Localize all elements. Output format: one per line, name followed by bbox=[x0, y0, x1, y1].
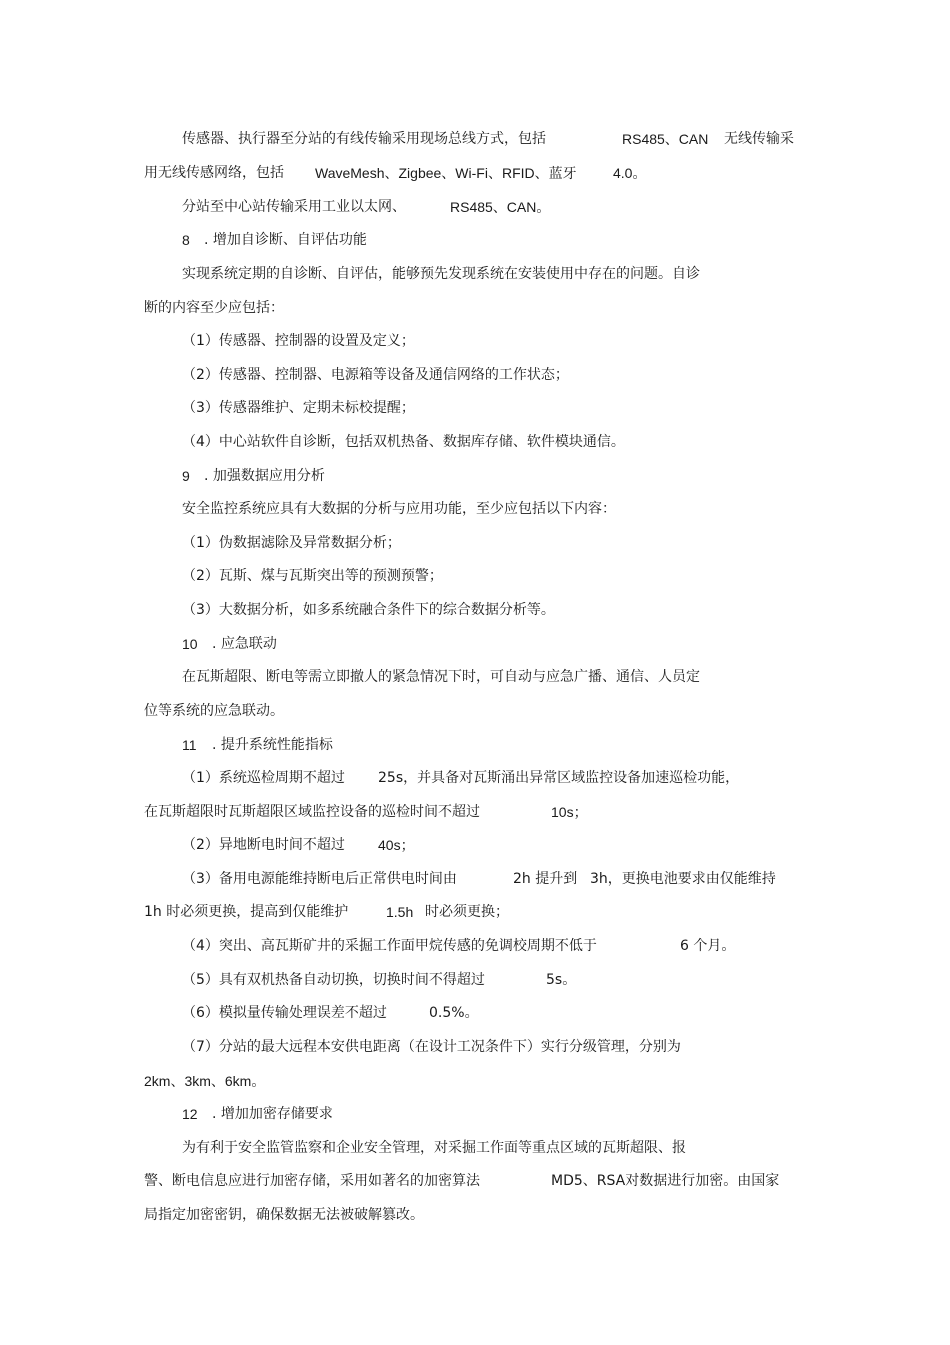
heading-text: . 增加自诊断、自评估功能 bbox=[204, 232, 367, 248]
text-segment: （5）具有双机热备自动切换，切换时间不得超过 bbox=[182, 972, 485, 988]
section-heading bbox=[182, 230, 367, 251]
text-segment: 为有利于安全监管监察和企业安全管理，对采掘工作面等重点区域的瓦斯超限、报 bbox=[182, 1140, 686, 1156]
text-line bbox=[182, 1138, 686, 1158]
text-segment: MD5、RSA对数据进行加密。由国家 bbox=[551, 1173, 780, 1189]
text-line bbox=[144, 802, 588, 822]
text-segment: 25s，并具备对瓦斯涌出异常区域监控设备加速巡检功能， bbox=[378, 770, 740, 786]
list-item bbox=[182, 566, 443, 586]
list-item bbox=[182, 600, 555, 620]
text-segment: （4）中心站软件自诊断，包括双机热备、数据库存储、软件模块通信。 bbox=[182, 434, 625, 450]
text-segment: 1h 时必须更换，提高到仅能维护 bbox=[144, 904, 349, 920]
text-segment: 时必须更换； bbox=[425, 904, 509, 920]
text-line bbox=[144, 298, 284, 318]
section-heading bbox=[182, 735, 333, 756]
text-line bbox=[182, 129, 794, 149]
text-line bbox=[144, 701, 284, 721]
text-segment: 2km、3km、6km。 bbox=[144, 1073, 266, 1089]
text-segment: （2）瓦斯、煤与瓦斯突出等的预测预警； bbox=[182, 568, 443, 584]
text-segment: RS485、CAN bbox=[622, 131, 709, 147]
text-segment: 实现系统定期的自诊断、自评估，能够预先发现系统在安装使用中存在的问题。自诊 bbox=[182, 266, 700, 282]
text-segment: 局指定加密密钥，确保数据无法被破解篡改。 bbox=[144, 1207, 424, 1223]
text-line bbox=[144, 1205, 424, 1225]
heading-text: . 加强数据应用分析 bbox=[204, 468, 325, 484]
list-item bbox=[182, 432, 625, 452]
text-segment: （6）模拟量传输处理误差不超过 bbox=[182, 1005, 387, 1021]
heading-text: . 应急联动 bbox=[212, 636, 277, 652]
text-segment: 位等系统的应急联动。 bbox=[144, 703, 284, 719]
heading-number: 12 bbox=[182, 1106, 198, 1122]
heading-number: 10 bbox=[182, 636, 198, 652]
text-segment: （1）系统巡检周期不超过 bbox=[182, 770, 345, 786]
text-segment: 6 个月。 bbox=[680, 938, 736, 954]
text-line bbox=[144, 1071, 265, 1092]
heading-number: 9 bbox=[182, 468, 190, 484]
list-item bbox=[182, 1003, 479, 1023]
text-line bbox=[144, 163, 647, 183]
text-line bbox=[182, 197, 551, 217]
text-segment: 用无线传感网络，包括 bbox=[144, 165, 284, 181]
text-segment: （2）传感器、控制器、电源箱等设备及通信网络的工作状态； bbox=[182, 367, 569, 383]
text-segment: （3）备用电源能维持断电后正常供电时间由 bbox=[182, 871, 457, 887]
text-segment: 0.5%。 bbox=[429, 1005, 479, 1021]
text-segment: 断的内容至少应包括： bbox=[144, 300, 284, 316]
list-item bbox=[182, 331, 415, 351]
text-segment: （2）异地断电时间不超过 bbox=[182, 837, 345, 853]
list-item bbox=[182, 936, 736, 956]
text-segment: 在瓦斯超限、断电等需立即撤人的紧急情况下时，可自动与应急广播、通信、人员定 bbox=[182, 669, 700, 685]
list-item bbox=[182, 869, 776, 889]
text-segment: 分站至中心站传输采用工业以太网、 bbox=[182, 199, 406, 215]
text-segment: （3）大数据分析，如多系统融合条件下的综合数据分析等。 bbox=[182, 602, 555, 618]
text-line bbox=[182, 264, 700, 284]
text-segment: 警、断电信息应进行加密存储，采用如著名的加密算法 bbox=[144, 1173, 480, 1189]
text-segment: （3）传感器维护、定期未标校提醒； bbox=[182, 400, 415, 416]
text-line bbox=[182, 499, 616, 519]
text-segment: 无线传输采 bbox=[724, 131, 794, 147]
text-segment: （4）突出、高瓦斯矿井的采掘工作面甲烷传感的免调校周期不低于 bbox=[182, 938, 597, 954]
text-segment: 5s。 bbox=[546, 972, 577, 988]
list-item bbox=[182, 365, 569, 385]
text-segment: 1.5h bbox=[386, 904, 414, 920]
list-item bbox=[182, 768, 740, 788]
text-line bbox=[144, 1171, 780, 1191]
list-item bbox=[182, 398, 415, 418]
text-segment: （1）传感器、控制器的设置及定义； bbox=[182, 333, 415, 349]
text-segment: 在瓦斯超限时瓦斯超限区域监控设备的巡检时间不超过 bbox=[144, 804, 480, 820]
text-segment: （1）伪数据滤除及异常数据分析； bbox=[182, 535, 401, 551]
text-segment: 3h，更换电池要求由仅能维持 bbox=[590, 871, 776, 887]
text-segment: WaveMesh、Zigbee、Wi-Fi、RFID、蓝牙 bbox=[315, 165, 577, 181]
text-line bbox=[144, 902, 509, 922]
list-item bbox=[182, 835, 415, 855]
text-segment: 10s； bbox=[551, 804, 588, 820]
list-item bbox=[182, 1037, 681, 1057]
text-segment: 4.0。 bbox=[613, 165, 647, 181]
heading-text: . 提升系统性能指标 bbox=[212, 737, 333, 753]
text-segment: RS485、CAN。 bbox=[450, 199, 551, 215]
text-segment: 2h 提升到 bbox=[513, 871, 578, 887]
list-item bbox=[182, 970, 577, 990]
text-segment: 传感器、执行器至分站的有线传输采用现场总线方式，包括 bbox=[182, 131, 546, 147]
section-heading bbox=[182, 466, 325, 487]
text-segment: 40s； bbox=[378, 837, 415, 853]
list-item bbox=[182, 533, 401, 553]
heading-text: . 增加加密存储要求 bbox=[212, 1106, 333, 1122]
heading-number: 11 bbox=[182, 737, 197, 753]
section-heading bbox=[182, 634, 277, 655]
text-segment: （7）分站的最大远程本安供电距离（在设计工况条件下）实行分级管理，分别为 bbox=[182, 1039, 681, 1055]
text-line bbox=[182, 667, 700, 687]
heading-number: 8 bbox=[182, 232, 190, 248]
section-heading bbox=[182, 1104, 333, 1125]
text-segment: 安全监控系统应具有大数据的分析与应用功能，至少应包括以下内容： bbox=[182, 501, 616, 517]
